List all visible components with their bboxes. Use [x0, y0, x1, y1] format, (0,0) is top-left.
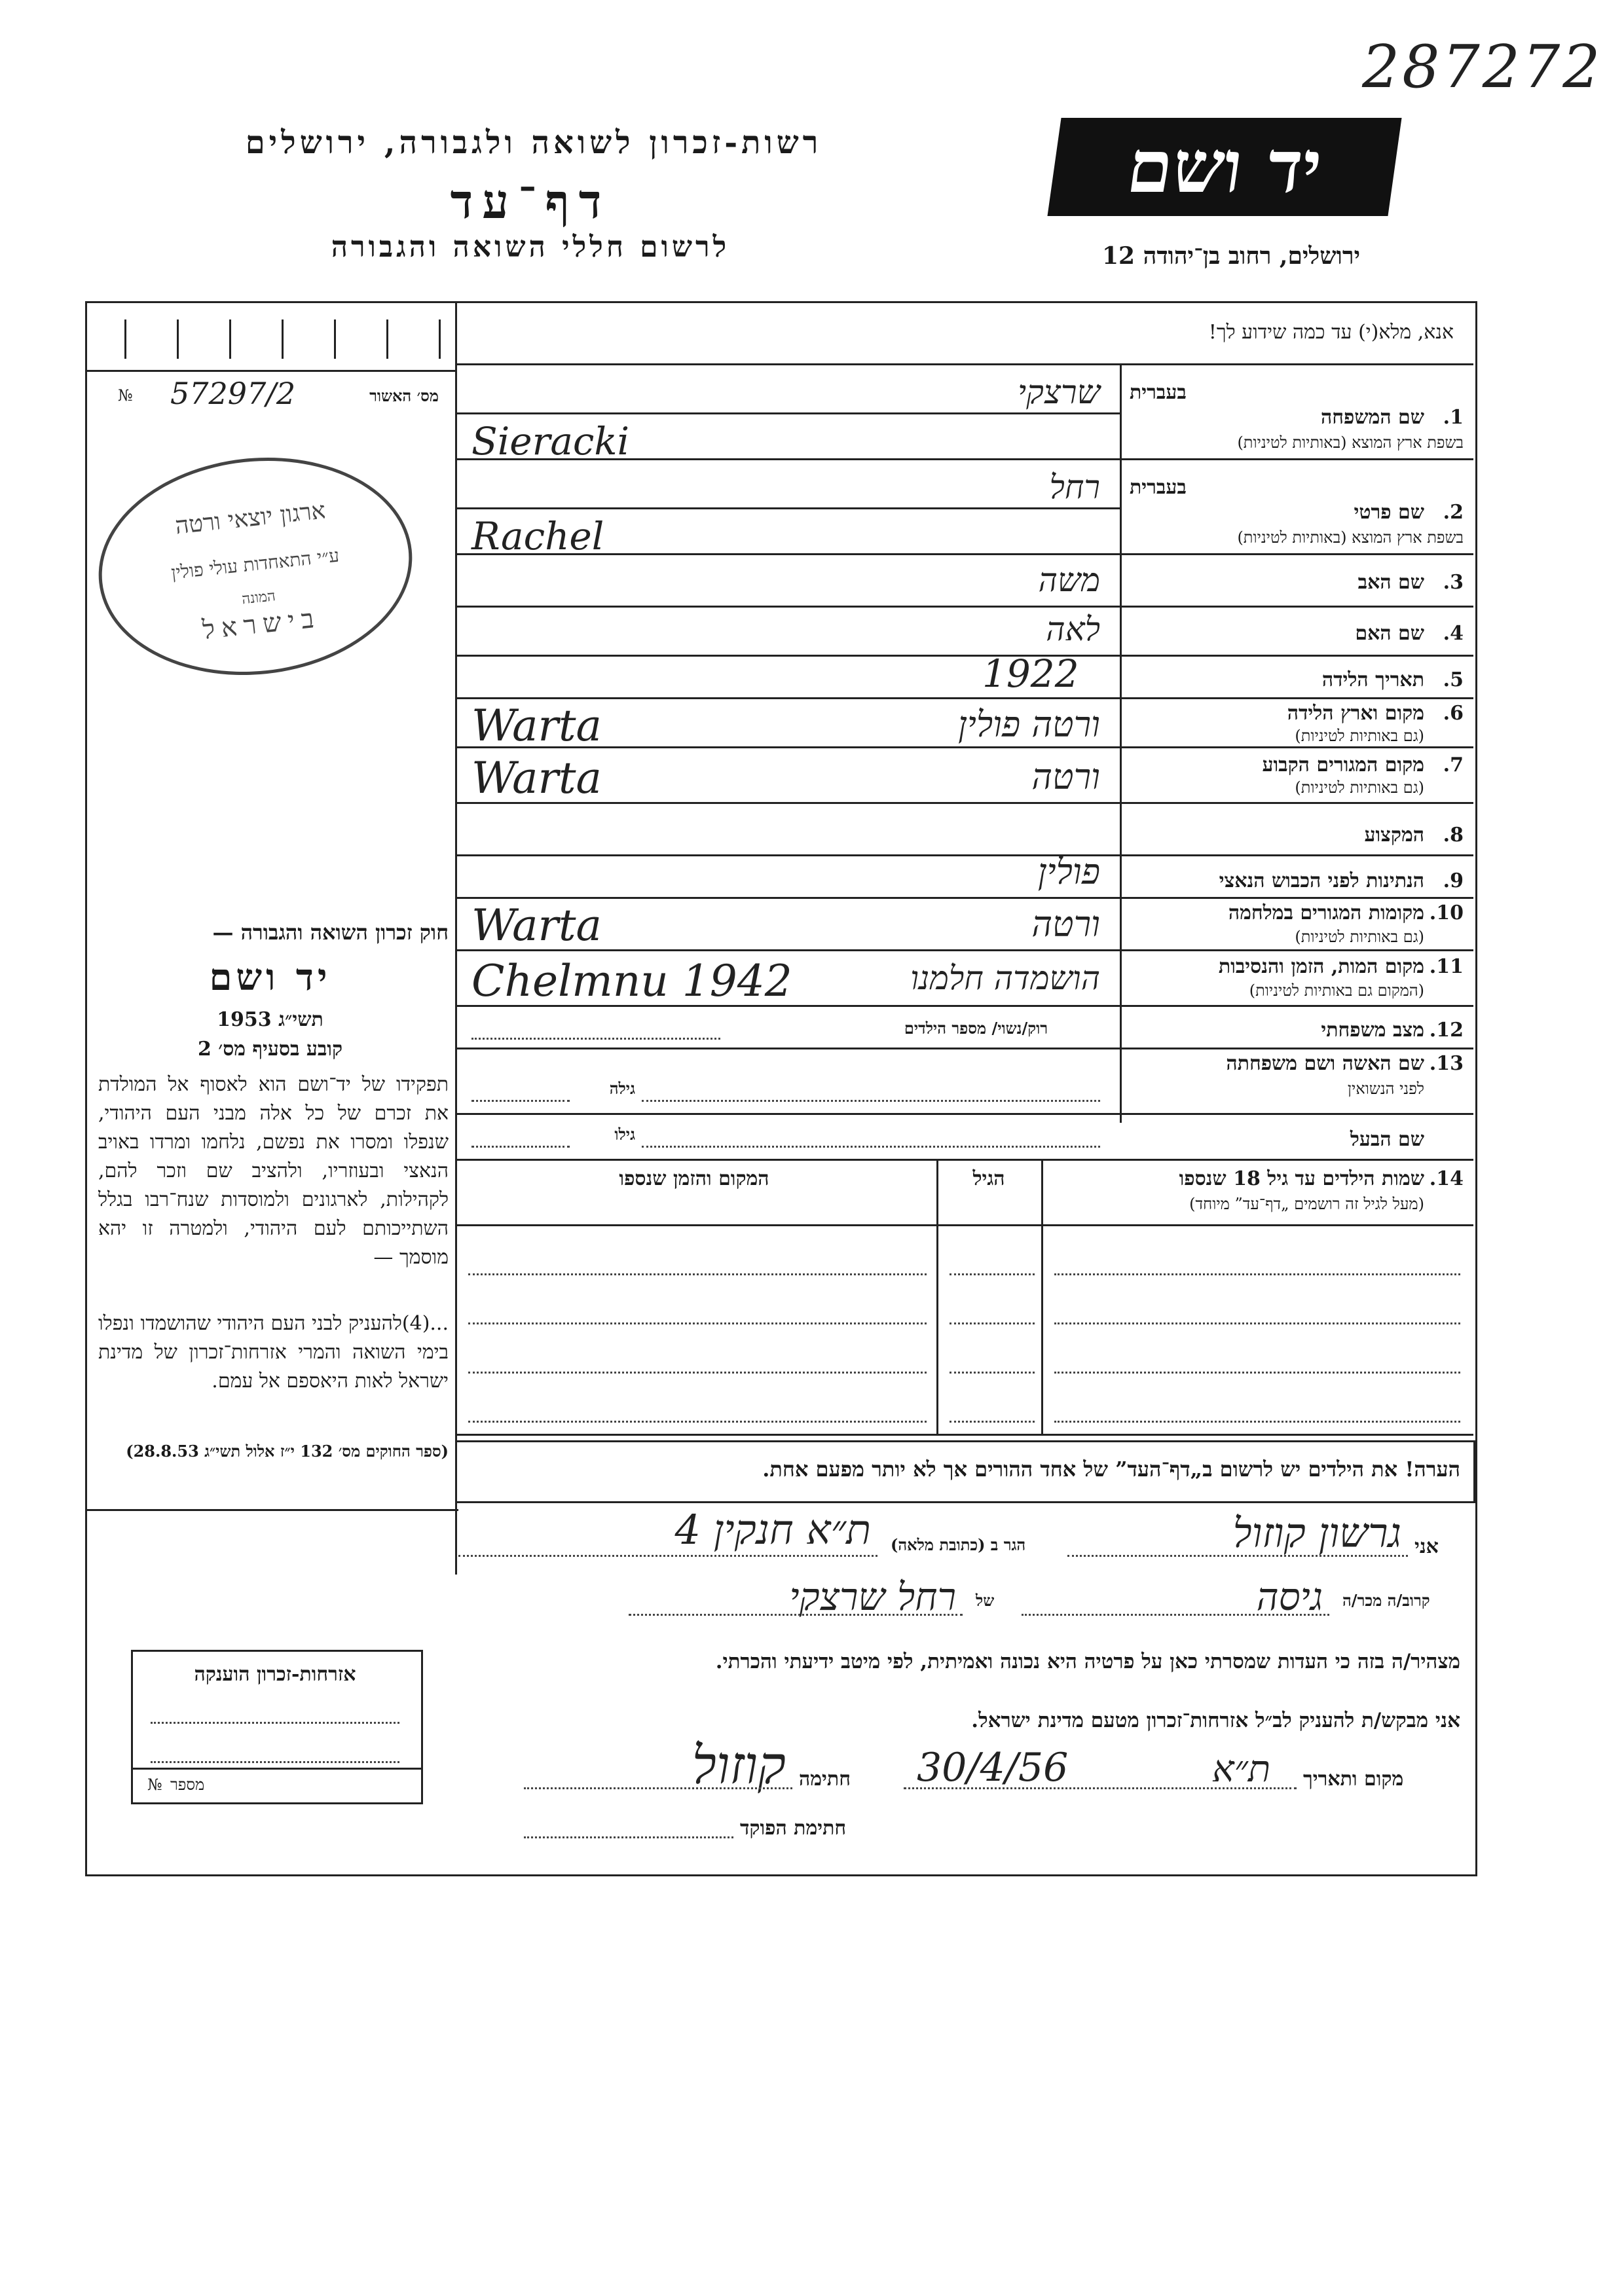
field-2-value-lat: Rachel — [471, 514, 604, 558]
field-birth-place — [1123, 701, 1464, 746]
decl-request: אני מבקש/ת להעניק לב״ל אזרחות־זכרון מטעם מדינת ישראל. — [971, 1709, 1460, 1732]
field-3-value: משה — [1038, 561, 1100, 599]
field-14-sub: (מעל לגיל זה רושמים „דף־עד” מיוחד) — [1189, 1195, 1424, 1213]
decl-relation-value: גיסה — [1256, 1575, 1323, 1619]
field-10-label: מקומות המגורים במלחמה — [1228, 902, 1424, 924]
approval-number — [111, 376, 445, 419]
field-12-options: רוק/נשוי/ מספר הילדים — [904, 1019, 1048, 1038]
approval-label: מס׳ האשור — [369, 386, 439, 405]
instruction: אנא, מלא(י) עד כמה שידוע לך! — [1208, 321, 1454, 344]
decl-place-value: ת״א — [1211, 1748, 1270, 1791]
field-13-sub: לפני הנשואין — [1347, 1080, 1424, 1098]
field-father-name — [1123, 556, 1464, 606]
field-8-num: 8. — [1443, 824, 1464, 847]
field-6-label: מקום וארץ הלידה — [1287, 702, 1424, 725]
approval-no-symbol: № — [118, 386, 133, 405]
field-death-place — [1123, 953, 1464, 1005]
law-clause: קובע בסעיף מס׳ 2 — [197, 1038, 343, 1061]
field-9-label: הנתינות לפני הכבוש הנאצי — [1219, 869, 1424, 892]
stamp-line-2: ע״י התאחדות עולי פולין — [170, 544, 341, 584]
field-residence — [1123, 750, 1464, 802]
stamp-small: המונה — [241, 588, 276, 608]
field-family-name — [1123, 367, 1464, 458]
field-10-value-he: ורטה — [1031, 903, 1100, 945]
logo-text: יד ושם — [1122, 124, 1327, 209]
tick-strip-divider — [85, 370, 455, 372]
field-14-label: שמות הילדים עד גיל 18 שנספו — [1179, 1167, 1424, 1190]
field-8-label: המקצוע — [1364, 824, 1424, 847]
law-year: תשי״ג 1953 — [217, 1008, 323, 1031]
field-1-tag: בעברית — [1130, 381, 1187, 404]
field-2-sub: בשפת ארץ המוצא (באותיות לטיניות) — [1237, 528, 1464, 547]
field-6-sub: (גם באותיות לטיניות) — [1295, 727, 1424, 745]
field-2-value-he: רחל — [1049, 468, 1100, 506]
law-title: חוק זכרון השואה והגבורה — — [212, 920, 449, 945]
archive-number: 287272 — [1362, 33, 1603, 101]
decl-date-value: 30/4/56 — [917, 1745, 1069, 1791]
decl-i-value: גרשון קוזול — [1232, 1509, 1401, 1557]
field-4-num: 4. — [1443, 622, 1464, 645]
field-4-value: לאה — [1046, 610, 1100, 648]
field-wartime-residence — [1123, 900, 1464, 949]
field-9-num: 9. — [1443, 869, 1464, 892]
label-column-divider — [1120, 363, 1122, 1123]
field-7-sub: (גם באותיות לטיניות) — [1295, 778, 1424, 797]
field-7-num: 7. — [1443, 754, 1464, 776]
field-10-sub: (גם באותיות לטיניות) — [1295, 928, 1424, 946]
children-col-place: המקום והזמן שנספו — [619, 1167, 769, 1190]
tick-strip — [98, 313, 452, 365]
field-2-tag: בעברית — [1130, 476, 1187, 499]
field-11-value-lat: Chelmnu 1942 — [471, 956, 792, 1006]
field-11-sub: (המקום גם באותיות לטיניות) — [1249, 981, 1424, 1000]
field-wife-name — [1123, 1051, 1464, 1113]
decl-resides-label: הגר ב (כתובת מלאה) — [891, 1535, 1026, 1554]
decl-of-label: של — [976, 1591, 995, 1610]
field-3-label: שם האב — [1357, 571, 1424, 594]
field-4-label: שם האם — [1355, 622, 1424, 645]
decl-signature-value: קוזול — [692, 1735, 786, 1796]
field-13-num: 13. — [1429, 1052, 1464, 1075]
field-mother-name — [1123, 609, 1464, 655]
field-7-value-he: ורטה — [1031, 756, 1100, 797]
field-5-label: תאריך הלידה — [1321, 668, 1424, 691]
field-6-value-he: ורטה פולין — [957, 704, 1100, 745]
field-6-value-lat: Warta — [471, 701, 602, 751]
field-husband-name — [1123, 1116, 1464, 1159]
decl-i-label: אני — [1414, 1535, 1439, 1558]
field-5-num: 5. — [1443, 668, 1464, 691]
field-10-value-lat: Warta — [471, 900, 602, 951]
field-marital-status — [1123, 1008, 1464, 1048]
citizenship-no-symbol: № — [147, 1776, 162, 1794]
law-item-4: ...(4)להעניק לבני העם היהודי שהושמדו ונפלו בימי השואה והמרי אזרחות־זכרון של מדינת ישראל לאות היאספם אל עמם. — [98, 1312, 449, 1393]
field-2-label: שם פרטי — [1354, 501, 1424, 524]
citizenship-number-label: מספר — [170, 1776, 205, 1794]
field-13-age-label: גילה — [609, 1079, 635, 1098]
field-husband-age-label: גילו — [614, 1125, 635, 1144]
field-11-num: 11. — [1429, 955, 1464, 978]
field-2-num: 2. — [1443, 501, 1464, 524]
stamp-line-3: בישראל — [201, 603, 322, 646]
field-7-value-lat: Warta — [471, 753, 602, 803]
field-1-value-he: שרצקי — [1017, 373, 1100, 411]
form-title: דף־עד — [450, 173, 611, 229]
law-source: (ספר החוקים מס׳ 132 י״ז אלול תשי״ג 28.8.53) — [126, 1442, 449, 1461]
field-11-label: מקום המות, הזמן והנסיבות — [1218, 955, 1424, 978]
field-7-label: מקום המגורים הקבוע — [1262, 754, 1424, 776]
note-text: הערה! את הילדים יש לרשום ב„דף־העד” של אחד ההורים אך לא יותר מפעם אחת. — [762, 1457, 1460, 1482]
field-nationality — [1123, 858, 1464, 897]
decl-place-date-label: מקום ותאריך — [1303, 1768, 1404, 1791]
field-10-num: 10. — [1429, 902, 1464, 924]
authority-name: רשות-זכרון לשואה ולגבורה, ירושלים — [245, 124, 822, 161]
field-9-value: פולין — [1037, 851, 1100, 892]
decl-statement: מצהיר/ה בזה כי העדות שמסרתי כאן על פרטיה היא נכונה ואמיתית, לפי מיטב ידיעתי והכרתי. — [715, 1650, 1460, 1673]
decl-signature-label: חתימה — [799, 1768, 851, 1791]
stamp-line-1: ארגון יוצאי ורטה — [174, 497, 327, 540]
decl-officer-label: חתימת הפוקד — [740, 1817, 847, 1840]
citizenship-title: אזרחות-זכרון הוענקה — [194, 1663, 356, 1686]
instruction-divider — [455, 363, 1473, 365]
approval-value: 57297/2 — [170, 376, 296, 411]
law-name: יד ושם — [209, 956, 331, 999]
field-14-num: 14. — [1429, 1167, 1464, 1190]
field-11-value-he: הושמדה חלמנו — [910, 959, 1100, 997]
field-1-sub: בשפת ארץ המוצא (באותיות לטיניות) — [1237, 433, 1464, 452]
field-6-num: 6. — [1443, 702, 1464, 725]
field-1-label: שם המשפחה — [1320, 406, 1424, 429]
field-first-name — [1123, 462, 1464, 553]
field-children — [1044, 1162, 1464, 1224]
field-13-label: שם האשה ושם משפחתה — [1226, 1052, 1424, 1075]
field-husband-label: שם הבעל — [1350, 1128, 1424, 1151]
yad-vashem-logo — [1047, 118, 1401, 216]
field-3-num: 3. — [1443, 571, 1464, 594]
field-profession — [1123, 805, 1464, 854]
decl-relation-label: קרוב/ה מכר/ה — [1342, 1591, 1430, 1610]
decl-address-value: ת״א חנקין 4 — [674, 1506, 871, 1554]
field-1-num: 1. — [1443, 406, 1464, 429]
form-subtitle: לרשום חללי השואה והגבורה — [331, 230, 730, 264]
decl-of-value: רחל שרצקי — [789, 1575, 956, 1619]
children-col-age: הגיל — [972, 1167, 1005, 1190]
field-birth-date — [1123, 658, 1464, 697]
address: ירושלים, רחוב בן־יהודה 12 — [1101, 242, 1361, 270]
law-body: תפקידו של יד־ושם הוא לאסוף אל המולדת את זכרם של כל אלה מבני העם היהודי, שנפלו ומסרו את נפשם, נלחמו ומרדו באויב הנאצי ובעוזריו, ולהציב שם וזכר להם, לקהילות, לארגונים ולמוסדות שנח־רבו בגלל השתייכותם לעם היהודי, ולמטרה זו יהא מוסמך — — [98, 1073, 449, 1269]
field-12-num: 12. — [1429, 1019, 1464, 1042]
field-5-value: 1922 — [982, 651, 1079, 696]
left-column-divider — [455, 301, 457, 1575]
field-1-value-lat: Sieracki — [471, 419, 630, 464]
field-12-label: מצב משפחתי — [1321, 1019, 1424, 1042]
